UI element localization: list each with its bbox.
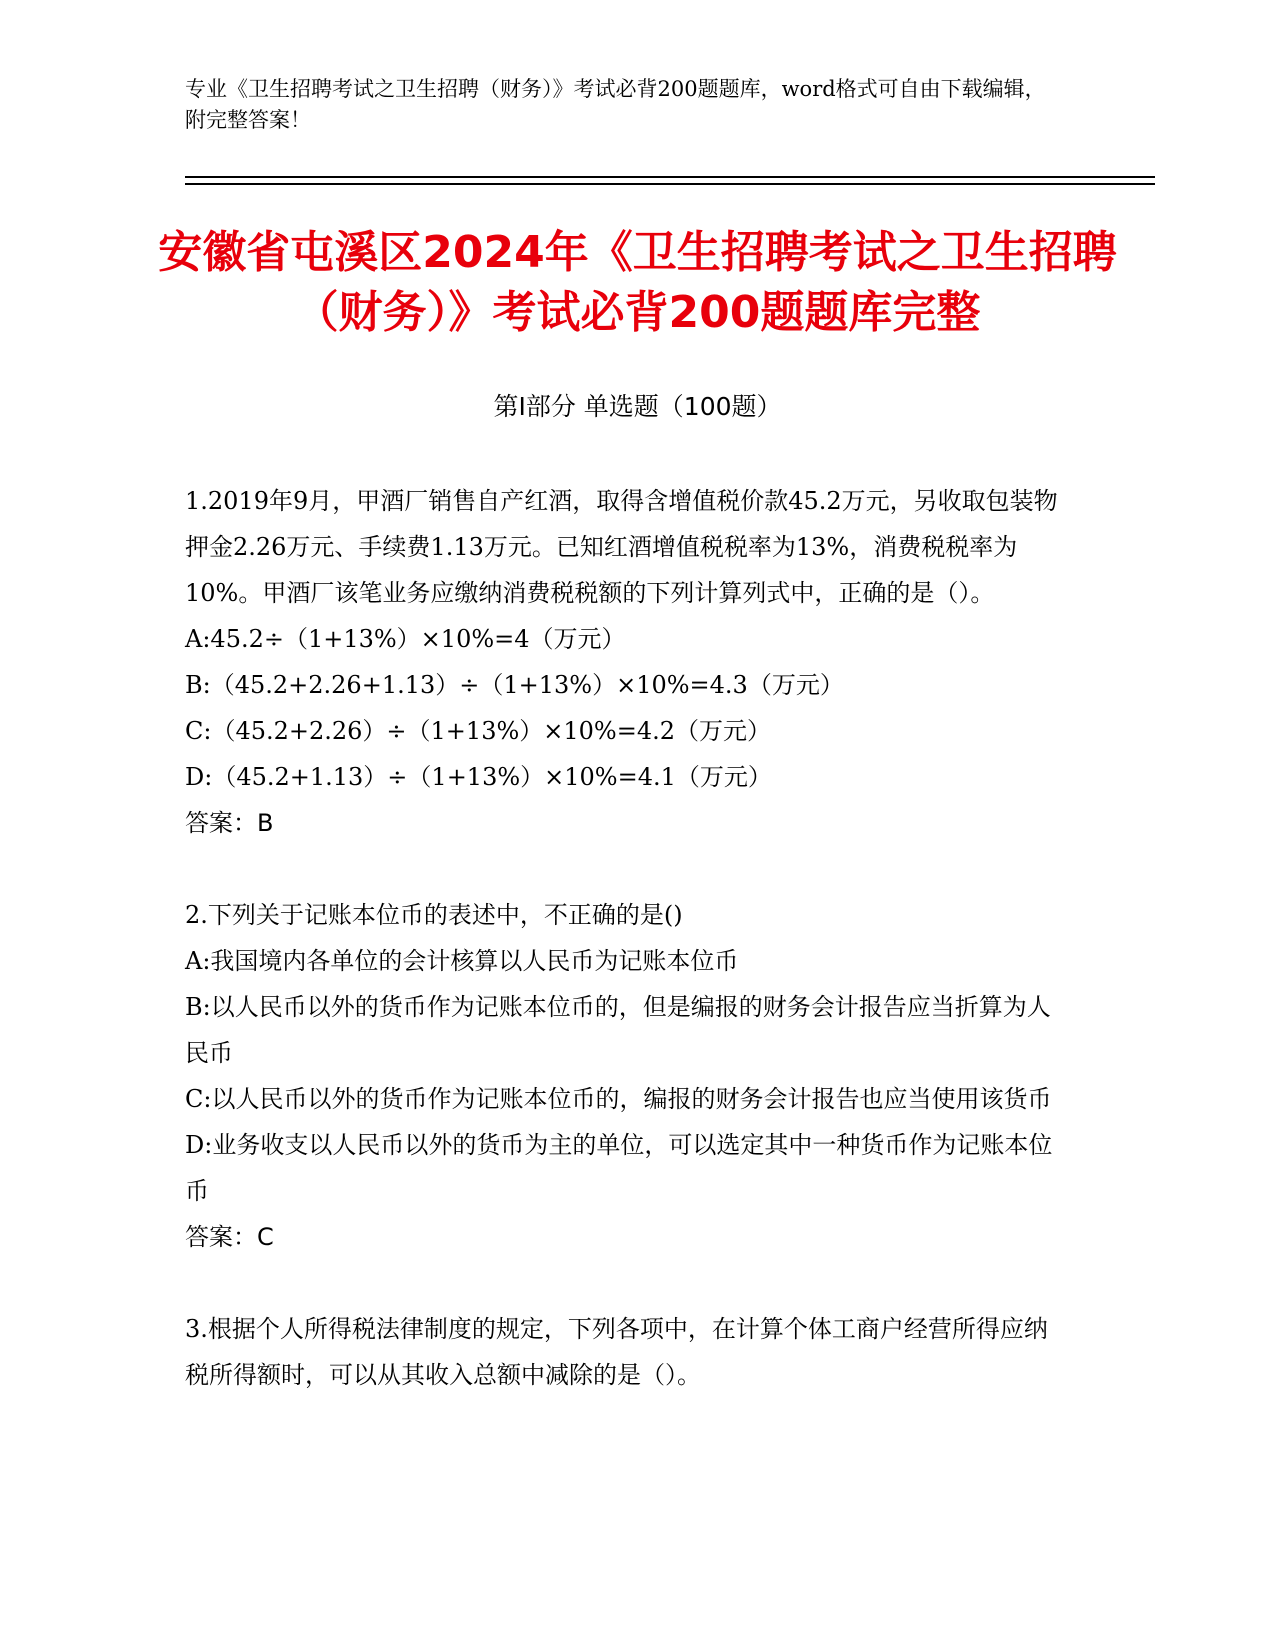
question-text: 1.2019年9月，甲酒厂销售自产红酒，取得含增值税价款45.2万元，另收取包装物押金2.26万元、手续费1.13万元。已知红酒增值税税率为13%，消费税税率为10%。甲酒厂该笔业务应缴纳消费税税额的下列计算列式中，正确的是（）。 — [185, 487, 1058, 607]
question-text: 2.下列关于记账本位币的表述中，不正确的是() — [185, 901, 683, 929]
question-3 — [185, 1306, 1065, 1398]
answer: 答案：C — [185, 1223, 274, 1251]
header-divider-top — [185, 176, 1155, 178]
option-c: C:（45.2+2.26）÷（1+13%）×10%=4.2（万元） — [185, 717, 771, 745]
header-note: 专业《卫生招聘考试之卫生招聘（财务）》考试必背200题题库，word格式可自由下载编辑，附完整答案！ — [185, 77, 1046, 132]
option-d: D:业务收支以人民币以外的货币为主的单位，可以选定其中一种货币作为记账本位币 — [185, 1131, 1053, 1205]
option-b: B:（45.2+2.26+1.13）÷（1+13%）×10%=4.3（万元） — [185, 671, 844, 699]
option-a: A:我国境内各单位的会计核算以人民币为记账本位币 — [185, 947, 739, 975]
section-title: 第Ⅰ部分 单选题（100题） — [493, 392, 782, 421]
question-1 — [185, 478, 1065, 846]
question-text: 3.根据个人所得税法律制度的规定，下列各项中，在计算个体工商户经营所得应纳税所得额时，可以从其收入总额中减除的是（）。 — [185, 1315, 1048, 1389]
question-list — [185, 478, 1065, 1444]
answer: 答案：B — [185, 809, 274, 837]
document-title: 安徽省屯溪区2024年《卫生招聘考试之卫生招聘（财务）》考试必背200题题库完整 — [158, 227, 1117, 338]
option-d: D:（45.2+1.13）÷（1+13%）×10%=4.1（万元） — [185, 763, 772, 791]
option-b: B:以人民币以外的货币作为记账本位币的，但是编报的财务会计报告应当折算为人民币 — [185, 993, 1051, 1067]
header-divider-bottom — [185, 183, 1155, 185]
question-2 — [185, 892, 1065, 1260]
option-c: C:以人民币以外的货币作为记账本位币的，编报的财务会计报告也应当使用该货币 — [185, 1085, 1052, 1113]
option-a: A:45.2÷（1+13%）×10%=4（万元） — [185, 625, 626, 653]
